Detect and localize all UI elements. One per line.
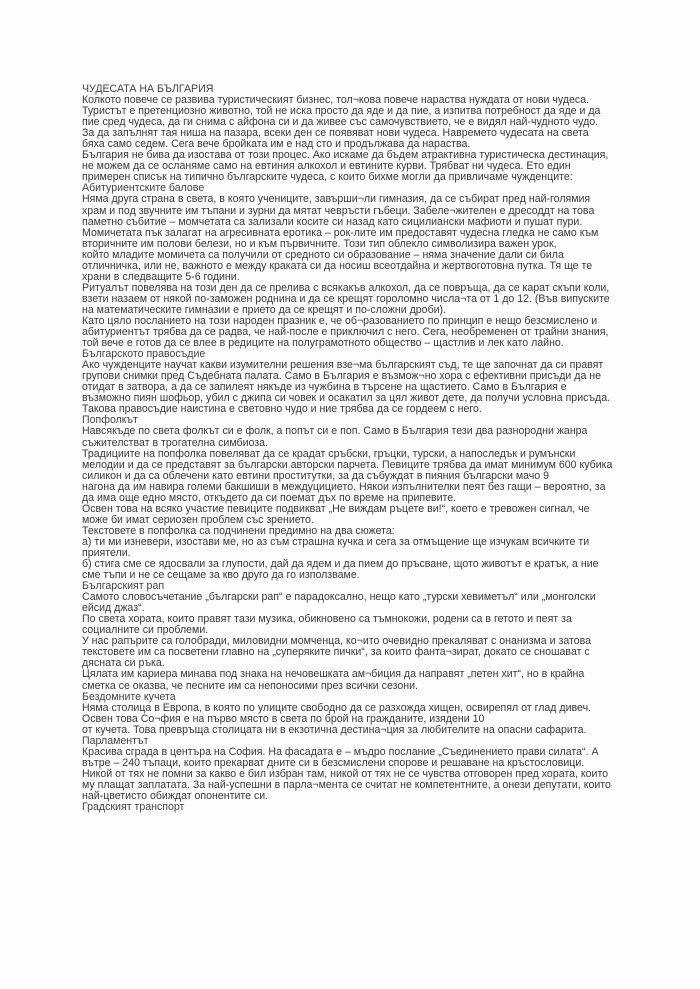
paragraph: Красива сграда в центъра на София. На фасадата е – мъдро послание „Съединението прави силата“. А вътре – 240 тъпаци, които прекарват дните си в безсмислени спорове и решаване на кръстословици. Никой от тях не помни за какво е бил избран там, никой от тях не се чувства отговорен пред хората, които му плащат заплатата. За най-успешни в парла¬мента се считат не компетентните, а онези депутати, които най-цветисто обиждат опонентите си. (82, 745, 611, 802)
paragraph: Самото словосъчетание „български рап“ е парадоксално, нещо като „турски хевиметъл“ или „монголски ейсид джаз“. (82, 591, 596, 615)
paragraph: Ритуалът повелява на този ден да се прелива с всякакъв алкохол, да се повръща, да се карат скъпи коли, взети назаем от някой по-заможен роднина и да се крещят гороломно числа¬та от 1 до 12. (Във випуските на математическите гимназии е прието да се крещят и по-сложни дроби). (82, 281, 610, 316)
section-heading: Абитуриентските балове (82, 182, 205, 195)
section-heading: Българският рап (82, 580, 165, 593)
paragraph: б) стига сме се ядосвали за глупости, дай да ядем и да пием до пръсване, щото животът е кратък, а ние сме тъпи и не се сещаме за кво друго да го използваме. (82, 558, 599, 582)
paragraph: а) ти ми изневери, изостави ме, но аз съм страшна кучка и сега за отмъщение ще изчукам всичките ти приятели. (82, 535, 590, 559)
paragraph: Традициите на попфолка повеляват да се крадат сръбски, гръцки, турски, а напоследък и румънски мелодии и да се представят за български авторски парчета. Певиците трябва да имат минимум 600 кубика силикон и да са облечени като евтини проститутки, за да събуждат в пияния български мачо 9 нагона да им навира големи бакшиши в междуцицието. Някои изпълнителки пеят без гащи – вероятно, за да има още едно място, откъдето да си поемат дъх по време на припевите. (82, 447, 613, 504)
section-heading: Попфолкът (82, 414, 138, 427)
paragraph: Текстовете в попфолка са подчинени предимно на два сюжета: (82, 524, 395, 537)
section-heading: Градският транспорт (82, 801, 185, 814)
section-heading: Бездомните кучета (82, 690, 176, 703)
document-body (82, 84, 617, 813)
paragraph: У нас рапърите са голобради, миловидни момченца, ко¬ито очевидно прекаляват с онанизма и затова текстовете им са посветени главно на „суперяките пички“, за които фанта¬зират, докато се сношават с дясната си ръка. (82, 635, 592, 670)
paragraph: Няма друга страна в света, в която учениците, завърши¬ли гимназия, да се събират пред най-голямия храм и под звучните им тъпани и зурни да мятат чевръсти гъбеци. Забеле¬жителен е дресоддт на това паметно събитие – момчетата са зализали косите си назад като сицилиански мафиоти и пушат пури. Момичетата пък залагат на агресивната еротика – рок-лите им предоставят чудесна гледка не само към вторичните им полови белези, но и към първичните. Този тип облекло символизира важен урок, който младите момичета са получили от средното си образование – няма значение дали си била отличничка, или не, важното е между краката си да носиш всеотдайна и жертвоготовна путка. Тя ще те храни в следващите 5-6 години. (82, 193, 599, 283)
paragraph: Навсякъде по света фолкът си е фолк, а попът си е поп. Само в България тези два разнородни жанра съжителстват в трогателна симбиоза. (82, 425, 588, 449)
paragraph: Няма столица в Европа, в която по улиците свободно да се разхожда хищен, освирепял от глад дивеч. Освен това Со¬фия е на първо място в света по брой на гражданите, изядени 10 от кучета. Това превръща столицата ни в екзотична дестина¬ция за любителите на опасни сафарита. (82, 701, 592, 736)
paragraph: България не бива да изостава от този процес. Ако искаме да бъдем атрактивна туристическа дестинация, не можем да се осланяме само на евтиния алкохол и евтините курви. Трябват ни чудеса. Ето един примерен списък на типично българските чудеса, с които бихме могли да привличаме чужденците: (82, 149, 609, 184)
paragraph: Ако чужденците научат какви изумителни решения взе¬ма българският съд, те ще започнат да си правят групови снимки пред Съдебната палата. Само в България е възмож¬но хора с ефективни присъди да не отидат в затвора, а да се запилеят някъде из чужбина в търсене на щастието. Само в България е възможно пиян шофьор, убил с джипа си човек и осакатил за цял живот дете, да получи условна присъда. Такова правосъдие наистина е световно чудо и ние трябва да се гордеем с него. (82, 359, 611, 416)
paragraph: По света хората, които правят тази музика, обикновено са тъмнокожи, родени са в гетото и пеят за социалните си проблеми. (82, 613, 572, 637)
section-heading: Българското правосъдие (82, 348, 206, 361)
paragraph: Цялата им кариера минава под знака на нечовешката ам¬биция да направят „петен хит“, но в крайна сметка се оказва, че песните им са непоносими през всички сезони. (82, 668, 585, 692)
section-heading: Парламентът (82, 734, 149, 747)
paragraph: Колкото повече се развива туристическият бизнес, тол¬кова повече нараства нуждата от нови чудеса. Туристът е претенциозно животно, той не иска просто да яде и да пие, а изпитва потребност да яде и да пие сред чудеса, да ги снима с айфона си и да живее със самочувствието, че е видял най-чудното чудо. За да запълнят тая ниша на пазара, всеки ден се появяват нови чудеса. Навремето чудесата на света бяха само седем. Сега вече бройката им е над сто и продължава да нараства. (82, 94, 601, 151)
document-title: ЧУДЕСАТА НА БЪЛГАРИЯ (82, 83, 214, 95)
paragraph: Освен това на всяко участие певиците подвикват „Не виждам ръцете ви!“, което е тревожен сигнал, че може би имат сериозен проблем със зрението. (82, 502, 590, 526)
paragraph: Като цяло посланието на този народен празник е, че об¬разованието по принцип е нещо безсмислено и абитуриентът трябва да се радва, че най-после е приключил с него. Сега, необременен от трайни знания, той вече е готов да се влее в редиците на полуграмотното общество – щастлив и лек като лайно. (82, 314, 609, 350)
